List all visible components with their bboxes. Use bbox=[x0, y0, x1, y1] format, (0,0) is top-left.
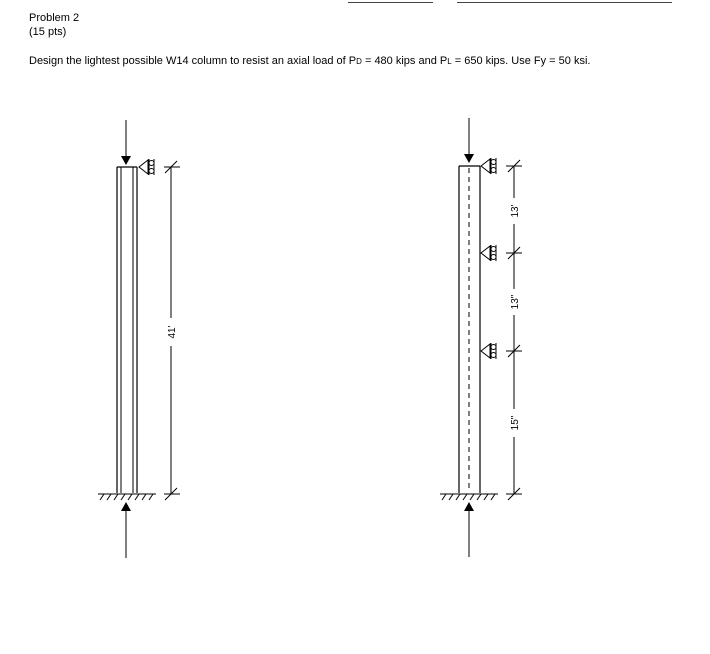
right-mid-pin-support-1 bbox=[481, 245, 496, 261]
right-column bbox=[459, 166, 480, 493]
right-top-pin-support bbox=[481, 158, 496, 174]
right-segment-label-2: 13" bbox=[510, 294, 521, 310]
right-segment-label-3: 15" bbox=[510, 415, 521, 431]
left-column bbox=[117, 167, 137, 493]
right-mid-pin-support-2 bbox=[481, 343, 496, 359]
statement-text-2: = 480 kips and P bbox=[361, 55, 448, 67]
left-top-pin-support bbox=[139, 159, 154, 175]
statement-text-3: = 650 kips. Use Fy = 50 ksi. bbox=[451, 55, 591, 67]
right-column-diagram bbox=[440, 118, 522, 557]
left-column-diagram bbox=[98, 120, 180, 558]
right-base-fixed-support bbox=[440, 494, 498, 500]
left-base-fixed-support bbox=[98, 494, 156, 500]
left-dimension-label: 41' bbox=[167, 325, 178, 339]
statement-text-1: Design the lightest possible W14 column to resist an axial load of P bbox=[29, 55, 357, 67]
live-load-subscript: L bbox=[447, 57, 452, 66]
right-segment-label-1: 13' bbox=[510, 204, 521, 218]
left-arrowhead-top bbox=[121, 156, 131, 165]
problem-title: Problem 2 bbox=[29, 12, 80, 24]
dead-load-subscript: D bbox=[356, 57, 362, 66]
right-arrowhead-top bbox=[464, 154, 474, 163]
problem-points: (15 pts) bbox=[29, 26, 67, 38]
